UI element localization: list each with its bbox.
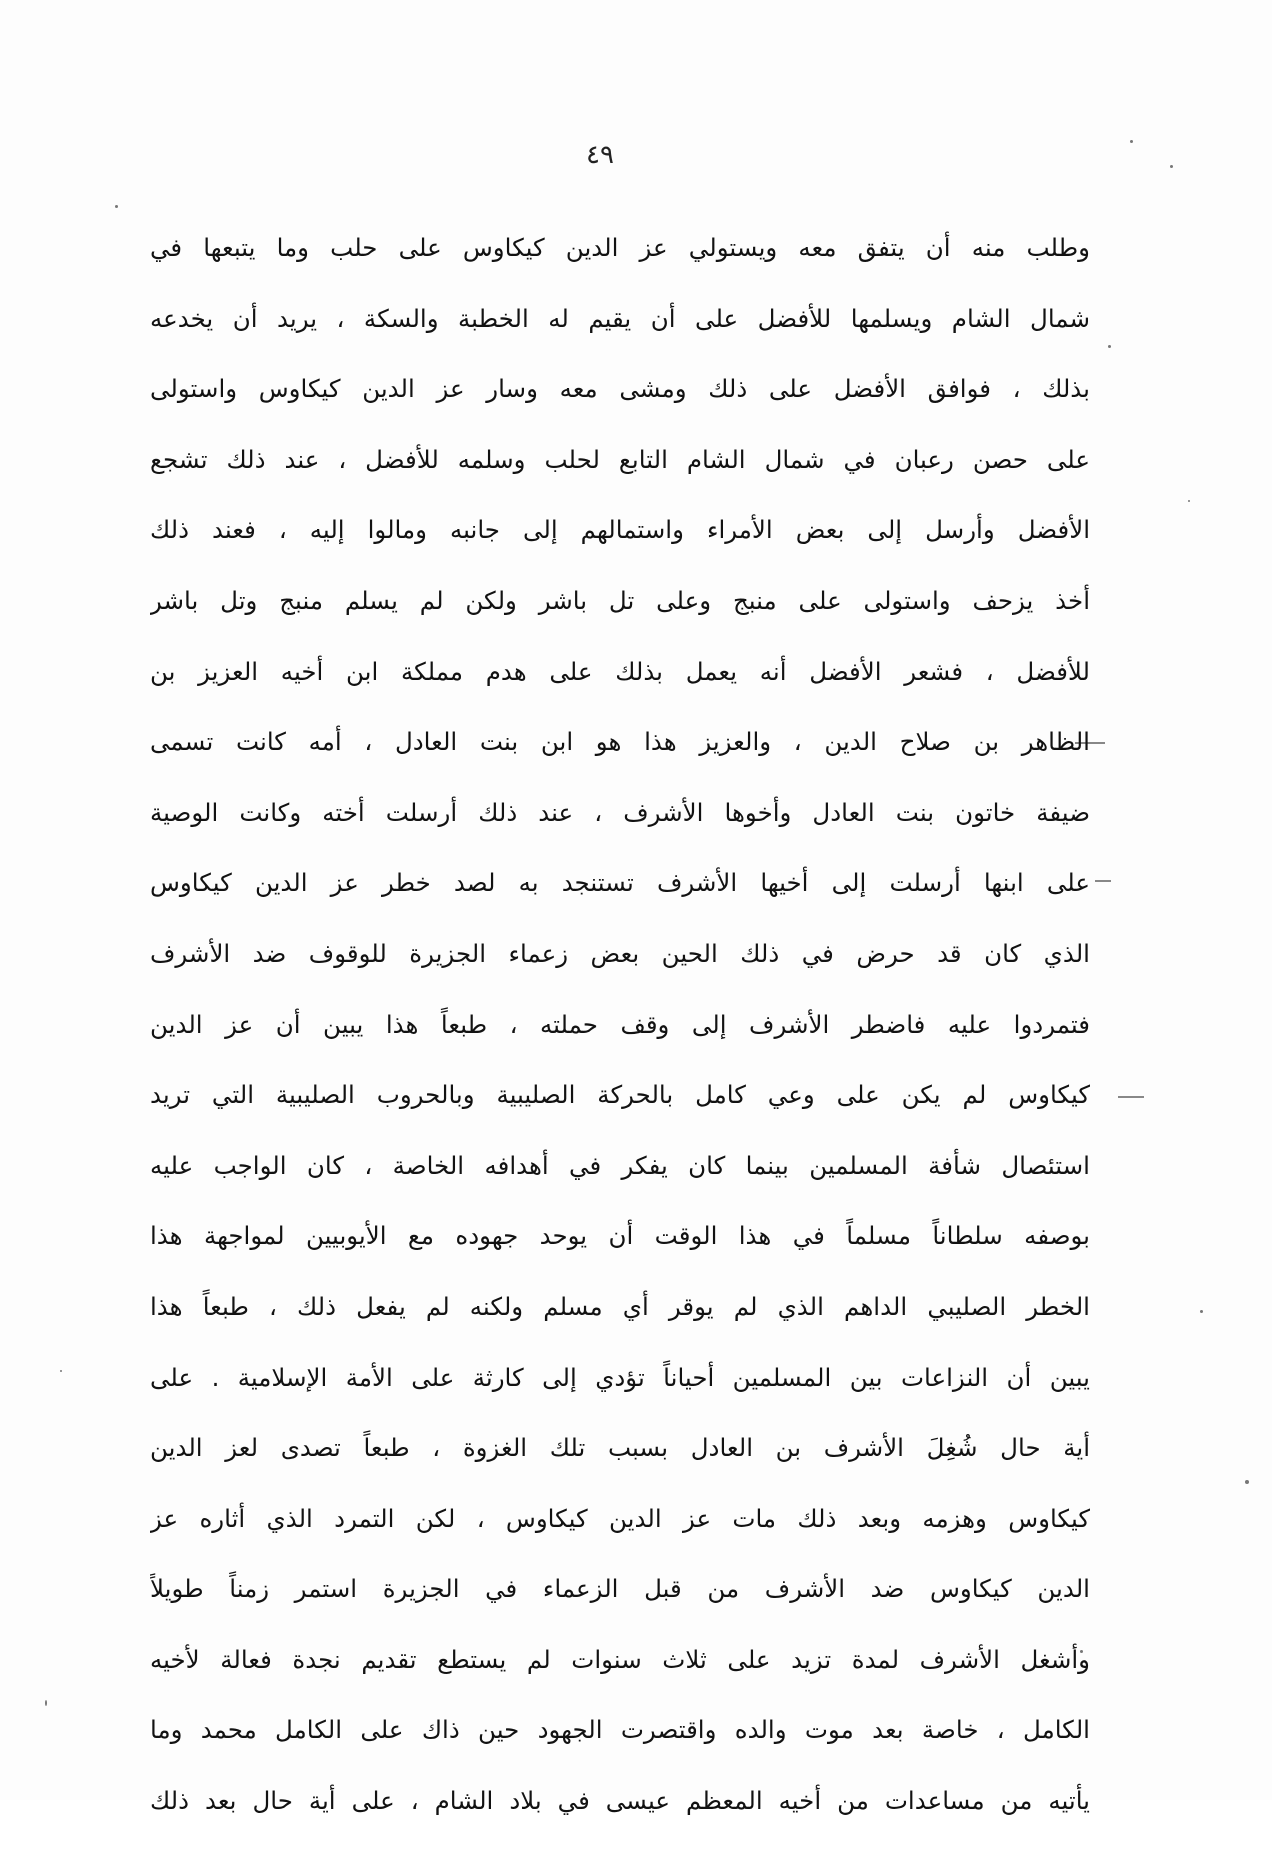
text-line: ضيفة خاتون بنت العادل وأخوها الأشرف ، عند ذلك أرسلت أخته وكانت الوصية — [150, 797, 1090, 827]
margin-mark — [1095, 880, 1111, 882]
scan-speck — [1108, 345, 1111, 348]
text-line: على حصن رعبان في شمال الشام التابع لحلب وسلمه للأفضل ، عند ذلك تشجع — [150, 444, 1090, 474]
text-line: للأفضل ، فشعر الأفضل أنه يعمل بذلك على هدم مملكة ابن أخيه العزيز بن — [150, 656, 1090, 686]
scan-speck — [1245, 1480, 1249, 1484]
text-line: على ابنها أرسلت إلى أخيها الأشرف تستنجد به لصد خطر عز الدين كيكاوس — [150, 868, 1090, 898]
text-line: وأشغل الأشرف لمدة تزيد على ثلاث سنوات لم يستطع تقديم نجدة فعالة لأخيه — [150, 1644, 1090, 1674]
scan-speck — [45, 1700, 47, 1706]
text-line: الكامل ، خاصة بعد موت والده واقتصرت الجهود حين ذاك على الكامل محمد وما — [150, 1715, 1090, 1745]
scan-speck — [115, 205, 118, 208]
text-line: أخذ يزحف واستولى على منبج وعلى تل باشر ولكن لم يسلم منبج وتل باشر — [150, 585, 1090, 615]
text-line: استئصال شأفة المسلمين بينما كان يفكر في أهدافه الخاصة ، كان الواجب عليه — [150, 1150, 1090, 1180]
text-line: الأفضل وأرسل إلى بعض الأمراء واستمالهم إلى جانبه ومالوا إليه ، فعند ذلك — [150, 515, 1090, 545]
text-line: يأتيه من مساعدات من أخيه المعظم عيسى في بلاد الشام ، على أية حال بعد ذلك — [150, 1786, 1090, 1816]
text-line: أية حال شُغِلَ الأشرف بن العادل بسبب تلك الغزوة ، طبعاً تصدى لعز الدين — [150, 1433, 1090, 1463]
scan-speck — [1200, 1310, 1203, 1313]
text-line: بذلك ، فوافق الأفضل على ذلك ومشى معه وسار عز الدين كيكاوس واستولى — [150, 374, 1090, 404]
text-line: يبين أن النزاعات بين المسلمين أحياناً تؤدي إلى كارثة على الأمة الإسلامية . على — [150, 1362, 1090, 1392]
page-number: ٤٩ — [586, 140, 614, 170]
text-line: الظاهر بن صلاح الدين ، والعزيز هذا هو ابن بنت العادل ، أمه كانت تسمى — [150, 727, 1090, 757]
text-line: كيكاوس وهزمه وبعد ذلك مات عز الدين كيكاوس ، لكن التمرد الذي أثاره عز — [150, 1503, 1090, 1533]
text-line: بوصفه سلطاناً مسلماً في هذا الوقت أن يوحد جهوده مع الأيوبيين لمواجهة هذا — [150, 1221, 1090, 1251]
text-line: فتمردوا عليه فاضطر الأشرف إلى وقف حملته ، طبعاً هذا يبين أن عز الدين — [150, 1009, 1090, 1039]
text-line: الدين كيكاوس ضد الأشرف من قبل الزعماء في الجزيرة استمر زمناً طويلاً — [150, 1574, 1090, 1604]
margin-mark — [1118, 1096, 1144, 1098]
text-line: الخطر الصليبي الداهم الذي لم يوقر أي مسلم ولكنه لم يفعل ذلك ، طبعاً هذا — [150, 1291, 1090, 1321]
text-line: وطلب منه أن يتفق معه ويستولي عز الدين كيكاوس على حلب وما يتبعها في — [150, 233, 1090, 262]
scan-speck — [60, 1370, 62, 1372]
scan-speck — [1188, 500, 1190, 502]
text-line: كيكاوس لم يكن على وعي كامل بالحركة الصليبية وبالحروب الصليبية التي تريد — [150, 1080, 1090, 1110]
text-line: شمال الشام ويسلمها للأفضل على أن يقيم له الخطبة والسكة ، يريد أن يخدعه — [150, 303, 1090, 333]
body-text — [150, 228, 1090, 1852]
text-line: الذي كان قد حرض في ذلك الحين بعض زعماء الجزيرة للوقوف ضد الأشرف — [150, 938, 1090, 968]
